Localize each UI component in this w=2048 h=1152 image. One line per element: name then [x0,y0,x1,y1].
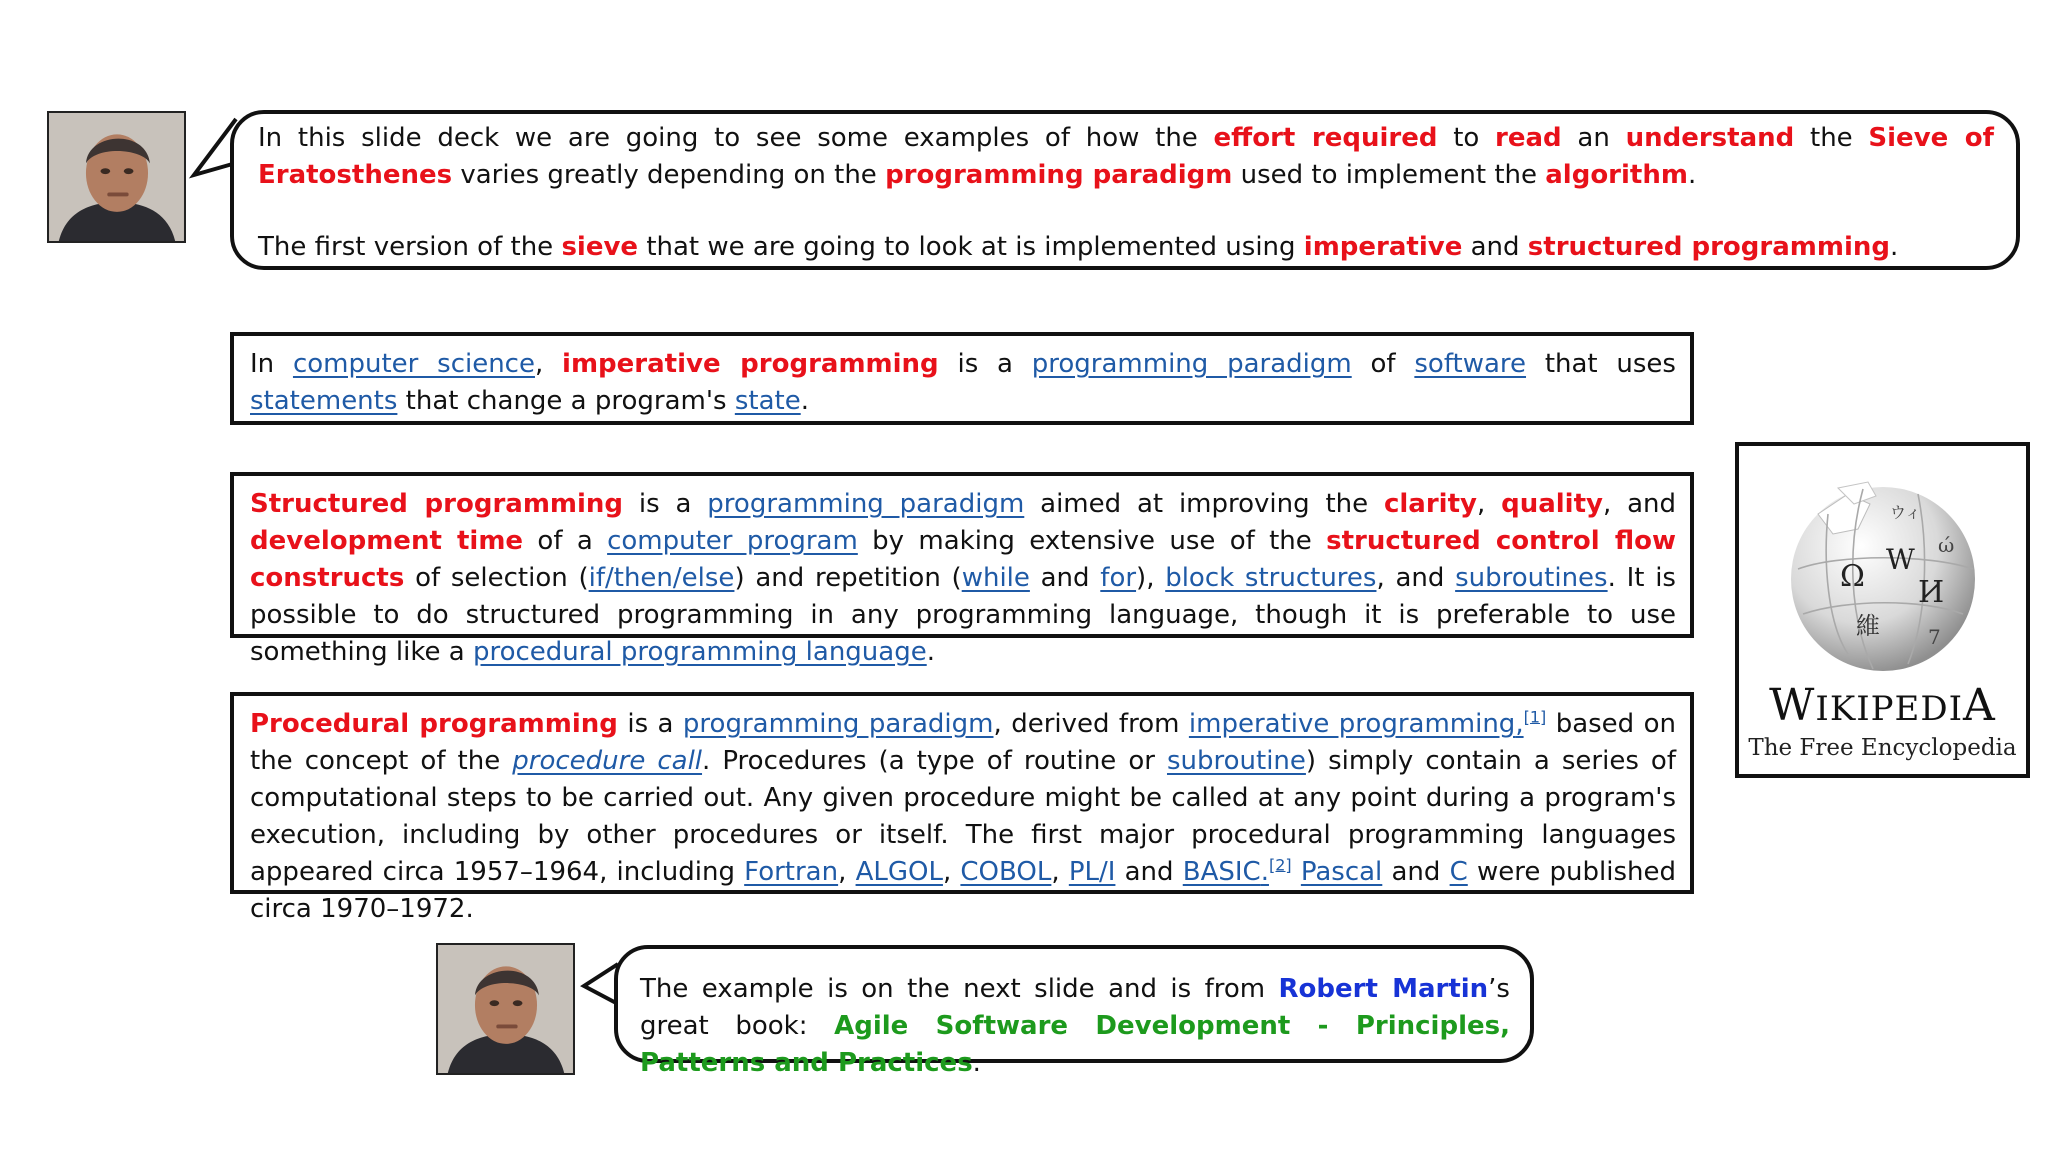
wiki-link[interactable]: programming paradigm [707,489,1025,519]
globe-glyph-ui: ウィ [1889,503,1921,522]
globe-glyph-seven: 7 [1927,625,1941,649]
wiki-link[interactable]: Fortran [744,857,839,887]
highlighted-term: programming paradigm [885,160,1233,190]
wiki-link[interactable]: procedure call [512,746,703,776]
text-run: . [926,637,935,667]
text-run: In [250,349,293,379]
text-run: . Procedures (a type of routine or [702,746,1167,776]
highlighted-term: algorithm [1545,160,1688,190]
text-run: , [942,857,961,887]
presenter-avatar [47,111,186,243]
globe-glyph-wei: 維 [1855,612,1880,640]
wiki-link[interactable]: block structures [1165,563,1377,593]
wiki-link[interactable]: if/then/else [588,563,735,593]
wiki-link[interactable]: BASIC [1182,857,1261,887]
globe-glyph-omega-small: ώ [1937,533,1954,557]
text-run: and [1029,563,1101,593]
text-run: . [972,1048,981,1078]
highlighted-term: structured control flow constructs [250,526,1676,593]
text-run: and [1462,232,1528,262]
highlighted-term: Structured programming [250,489,624,519]
wikipedia-globe-icon [1778,474,1988,674]
text-run: is a [617,709,683,739]
text-run: . [1890,232,1899,262]
text-run: by making extensive use of the [857,526,1327,556]
highlighted-term: Procedural programming [250,709,618,739]
wiki-link[interactable]: PL/I [1068,857,1116,887]
text-run: were published circa 1970–1972. [250,857,1677,924]
outro-speech-bubble [614,945,1534,1078]
intro-speech-bubble [230,110,2020,270]
highlighted-term: imperative [1303,232,1463,262]
intro-paragraph-2 [258,229,1994,266]
highlighted-term: read [1495,123,1562,153]
globe-glyph-w: W [1885,543,1915,576]
wiki-link[interactable]: statements [250,386,398,416]
highlighted-term: quality [1501,489,1603,519]
wiki-link[interactable]: Pascal [1300,857,1383,887]
text-run: of selection ( [404,563,589,593]
text-run: ) simply contain a series of computational steps to be carried out. Any given procedure might be called at any point during a program's execution, including by other procedures or itself. The first major procedural programming languages appeared circa 1957–1964, including [250,746,1676,887]
text-run: of [1351,349,1415,379]
person-photo-icon [438,945,573,1073]
text-run: , and [1376,563,1456,593]
wiki-link[interactable]: software [1414,349,1527,379]
wiki-link[interactable]: while [961,563,1030,593]
wiki-link[interactable]: , [1515,709,1524,739]
text-run: , derived from [993,709,1189,739]
wiki-link[interactable]: for [1100,563,1137,593]
structured-definition-text [250,486,1676,671]
text-run: , [1051,857,1069,887]
wiki-link[interactable]: procedural programming language [472,637,927,667]
highlighted-term: clarity [1383,489,1477,519]
text-run: . [800,386,809,416]
text-run: . It is possible to do structured programming in any programming language, though it is preferable to use something like a [250,563,1676,667]
text-run: that uses [1526,349,1676,379]
intro-paragraph-1 [258,120,1994,194]
text-run: , [838,857,856,887]
wiki-link[interactable]: COBOL [960,857,1052,887]
wiki-link[interactable]: subroutines [1455,563,1608,593]
wiki-link[interactable]: state [734,386,801,416]
text-run: . [1687,160,1697,190]
text-run: , [534,349,563,379]
person-photo-icon [49,113,184,241]
globe-glyph-omega: Ω [1839,559,1865,594]
wiki-link[interactable]: subroutine [1166,746,1306,776]
citation-reference[interactable]: [1] [1523,707,1547,727]
wiki-link[interactable]: ALGOL [855,857,943,887]
text-run: the [1794,123,1869,153]
highlighted-term: Sieve of Eratosthenes [258,123,1994,190]
procedural-definition-text [250,706,1676,928]
highlighted-term: structured programming [1527,232,1890,262]
text-run: that we are going to look at is implemented using [638,232,1304,262]
imperative-definition-text [250,346,1676,420]
text-run: The example is on the next slide and is from [640,974,1279,1004]
text-run: is a [623,489,708,519]
structured-definition-box [230,472,1694,667]
text-run: and [1382,857,1450,887]
wiki-link[interactable]: programming paradigm [682,709,994,739]
highlighted-term: effort required [1213,123,1438,153]
text-run: varies greatly depending on the [452,160,886,190]
text-run: an [1561,123,1626,153]
wiki-link[interactable]: C [1449,857,1468,887]
outro-text [640,971,1510,1082]
text-run: In this slide deck we are going to see some examples of how the [258,123,1214,153]
text-run: used to implement the [1232,160,1546,190]
text-run: of a [523,526,608,556]
citation-reference[interactable]: [2] [1268,855,1292,875]
text-run: to [1437,123,1496,153]
highlighted-term: understand [1625,123,1795,153]
wiki-link[interactable]: computer program [607,526,858,556]
text-run: ) and repetition ( [734,563,962,593]
wikipedia-tagline: The Free Encyclopedia [1748,735,2017,761]
presenter-avatar-bottom [436,943,575,1075]
highlighted-term: Agile Software Development - Principles, Patterns and Practices [640,1011,1510,1078]
text-run: The first version of the [258,232,562,262]
highlighted-term: Robert Martin [1278,974,1489,1004]
text-run [1292,857,1301,887]
text-run: that change a program's [397,386,735,416]
wikipedia-logo-box [1735,442,2030,778]
wiki-link[interactable]: programming paradigm [1031,349,1352,379]
text-run: based on the concept of the [250,709,1677,776]
wikipedia-wordmark: WIKIPEDIA [1769,680,1996,731]
text-run: is a [938,349,1032,379]
highlighted-term: development time [250,526,524,556]
wiki-link[interactable]: computer science [292,349,535,379]
globe-glyph-i: И [1917,575,1944,610]
text-run: ), [1136,563,1166,593]
procedural-definition-box [230,692,1694,924]
wiki-link[interactable]: imperative programming [1188,709,1516,739]
text-run: , and [1602,489,1676,519]
text-run: aimed at improving the [1024,489,1384,519]
text-run: ’s great book: [640,974,1510,1041]
text-run: , [1476,489,1502,519]
highlighted-term: imperative programming [562,349,939,379]
wiki-link[interactable]: . [1260,857,1269,887]
text-run: and [1115,857,1183,887]
highlighted-term: sieve [561,232,639,262]
imperative-definition-box [230,332,1694,425]
